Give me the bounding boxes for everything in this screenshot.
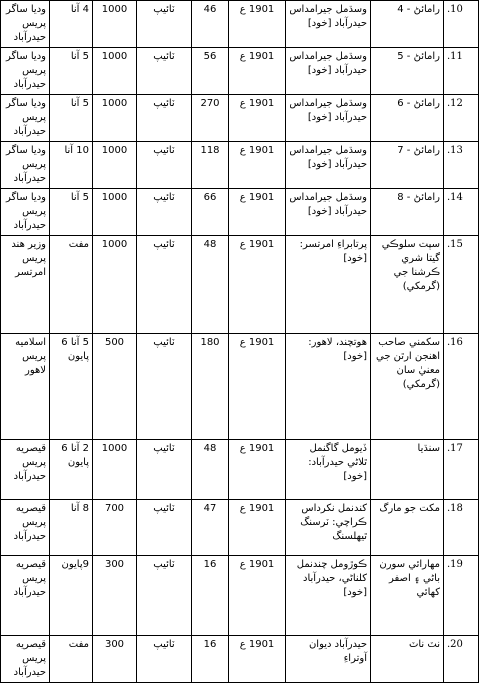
copy-count-cell: 1000 (93, 142, 137, 189)
table-row (1, 189, 479, 236)
price-cell: 10 آنا (50, 142, 93, 189)
book-title-cell: رامائڻ - 4 (371, 1, 444, 48)
row-number-cell: .17 (444, 440, 479, 500)
print-type-cell: ٽائيپ (137, 1, 192, 48)
press-name-cell: وديا ساگر پريس حيدرآباد (1, 95, 50, 142)
book-title-cell: سنڌيا (371, 440, 444, 500)
press-name-cell: وزير هند پريس امرتسر (1, 236, 50, 334)
author-publisher-cell: کندنمل نکرداس ڪراچي: ٽرسنگ ٿيهلسنگ (286, 500, 371, 556)
book-title-cell: نٽ ناٽ (371, 636, 444, 683)
row-number-cell: .14 (444, 189, 479, 236)
table-row (1, 334, 479, 440)
table-row (1, 1, 479, 48)
page-count-cell: 48 (192, 440, 229, 500)
print-type-cell: ٽائيپ (137, 556, 192, 636)
book-title-cell: مکت جو مارگ (371, 500, 444, 556)
page-count-cell: 66 (192, 189, 229, 236)
copy-count-cell: 1000 (93, 1, 137, 48)
book-title-cell: رامائڻ - 5 (371, 48, 444, 95)
author-publisher-cell: وسڌمل جيرامداس حيدرآباد [خود] (286, 142, 371, 189)
copy-count-cell: 1000 (93, 48, 137, 95)
page-count-cell: 16 (192, 636, 229, 683)
publication-year-cell: 1901 ع (229, 48, 286, 95)
copy-count-cell: 300 (93, 636, 137, 683)
table-row (1, 440, 479, 500)
page-count-cell: 270 (192, 95, 229, 142)
page-count-cell: 46 (192, 1, 229, 48)
press-name-cell: قيصريه پريس حيدرآباد (1, 440, 50, 500)
price-cell: 5 آنا 6 پايون (50, 334, 93, 440)
author-publisher-cell: وسڌمل جيرامداس حيدرآباد [خود] (286, 48, 371, 95)
press-name-cell: قيصريه پريس حيدرآباد (1, 636, 50, 683)
page-count-cell: 180 (192, 334, 229, 440)
price-cell: 8 آنا (50, 500, 93, 556)
print-type-cell: ٽائيپ (137, 95, 192, 142)
table-row (1, 556, 479, 636)
publication-year-cell: 1901 ع (229, 334, 286, 440)
table-row (1, 636, 479, 683)
row-number-cell: .12 (444, 95, 479, 142)
publication-year-cell: 1901 ع (229, 636, 286, 683)
price-cell: 4 آنا (50, 1, 93, 48)
row-number-cell: .13 (444, 142, 479, 189)
publication-year-cell: 1901 ع (229, 1, 286, 48)
copy-count-cell: 1000 (93, 236, 137, 334)
copy-count-cell: 700 (93, 500, 137, 556)
book-title-cell: رامائڻ - 8 (371, 189, 444, 236)
row-number-cell: .18 (444, 500, 479, 556)
print-type-cell: ٽائيپ (137, 142, 192, 189)
table-row (1, 142, 479, 189)
price-cell: 2 آنا 6 پايون (50, 440, 93, 500)
price-cell: 5 آنا (50, 189, 93, 236)
book-title-cell: مهارائي سورن باڻي ۽ اصفر کهائي (371, 556, 444, 636)
page-count-cell: 16 (192, 556, 229, 636)
page-count-cell: 56 (192, 48, 229, 95)
author-publisher-cell: ڪوڙومل چندنمل کلناڻي، حيدرآباد [خود] (286, 556, 371, 636)
table-row (1, 500, 479, 556)
press-name-cell: اسلاميه پريس لاهور (1, 334, 50, 440)
author-publisher-cell: حيدرآباد ديوان آوتراءِ (286, 636, 371, 683)
price-cell: 5 آنا (50, 48, 93, 95)
copy-count-cell: 1000 (93, 95, 137, 142)
author-publisher-cell: هوتچند، لاهور: [خود] (286, 334, 371, 440)
press-name-cell: قيصريه پريس حيدرآباد (1, 500, 50, 556)
publication-year-cell: 1901 ع (229, 556, 286, 636)
row-number-cell: .10 (444, 1, 479, 48)
publication-year-cell: 1901 ع (229, 236, 286, 334)
book-title-cell: سپت سلوڪي گيتا شري ڪرشنا جي (گرمکي) (371, 236, 444, 334)
row-number-cell: .20 (444, 636, 479, 683)
row-number-cell: .19 (444, 556, 479, 636)
copy-count-cell: 500 (93, 334, 137, 440)
publication-year-cell: 1901 ع (229, 95, 286, 142)
price-cell: 9پايون (50, 556, 93, 636)
press-name-cell: وديا ساگر پريس حيدرآباد (1, 142, 50, 189)
row-number-cell: .16 (444, 334, 479, 440)
author-publisher-cell: ڏيومل گاگنمل ٿلاڻي حيدرآباد: [خود] (286, 440, 371, 500)
print-type-cell: ٽائيپ (137, 48, 192, 95)
table-row (1, 48, 479, 95)
book-title-cell: رامائڻ - 7 (371, 142, 444, 189)
print-type-cell: ٽائيپ (137, 636, 192, 683)
print-type-cell: ٽائيپ (137, 500, 192, 556)
page-count-cell: 48 (192, 236, 229, 334)
price-cell: 5 آنا (50, 95, 93, 142)
table-row (1, 95, 479, 142)
publication-year-cell: 1901 ع (229, 500, 286, 556)
book-title-cell: سکمني صاحب اهنجن ارٿن جي معنيٰ سان (گرمکي) (371, 334, 444, 440)
row-number-cell: .11 (444, 48, 479, 95)
page-count-cell: 47 (192, 500, 229, 556)
press-name-cell: وديا ساگر پريس حيدرآباد (1, 189, 50, 236)
author-publisher-cell: پرتابراءِ امرتسر: [خود] (286, 236, 371, 334)
author-publisher-cell: وسڌمل جيرامداس حيدرآباد [خود] (286, 189, 371, 236)
press-name-cell: قيصريه پريس حيدرآباد (1, 556, 50, 636)
author-publisher-cell: وسڌمل جيرامداس حيدرآباد [خود] (286, 95, 371, 142)
table-body (1, 1, 479, 683)
publication-year-cell: 1901 ع (229, 142, 286, 189)
publication-year-cell: 1901 ع (229, 189, 286, 236)
press-name-cell: وديا ساگر پريس حيدرآباد (1, 1, 50, 48)
print-type-cell: ٽائيپ (137, 334, 192, 440)
press-name-cell: وديا ساگر پريس حيدرآباد (1, 48, 50, 95)
table-row (1, 236, 479, 334)
author-publisher-cell: وسڌمل جيرامداس حيدرآباد [خود] (286, 1, 371, 48)
print-type-cell: ٽائيپ (137, 440, 192, 500)
copy-count-cell: 300 (93, 556, 137, 636)
publication-year-cell: 1901 ع (229, 440, 286, 500)
print-type-cell: ٽائيپ (137, 236, 192, 334)
page-count-cell: 118 (192, 142, 229, 189)
price-cell: مفت (50, 236, 93, 334)
book-title-cell: رامائڻ - 6 (371, 95, 444, 142)
copy-count-cell: 1000 (93, 440, 137, 500)
row-number-cell: .15 (444, 236, 479, 334)
copy-count-cell: 1000 (93, 189, 137, 236)
price-cell: مفت (50, 636, 93, 683)
print-type-cell: ٽائيپ (137, 189, 192, 236)
